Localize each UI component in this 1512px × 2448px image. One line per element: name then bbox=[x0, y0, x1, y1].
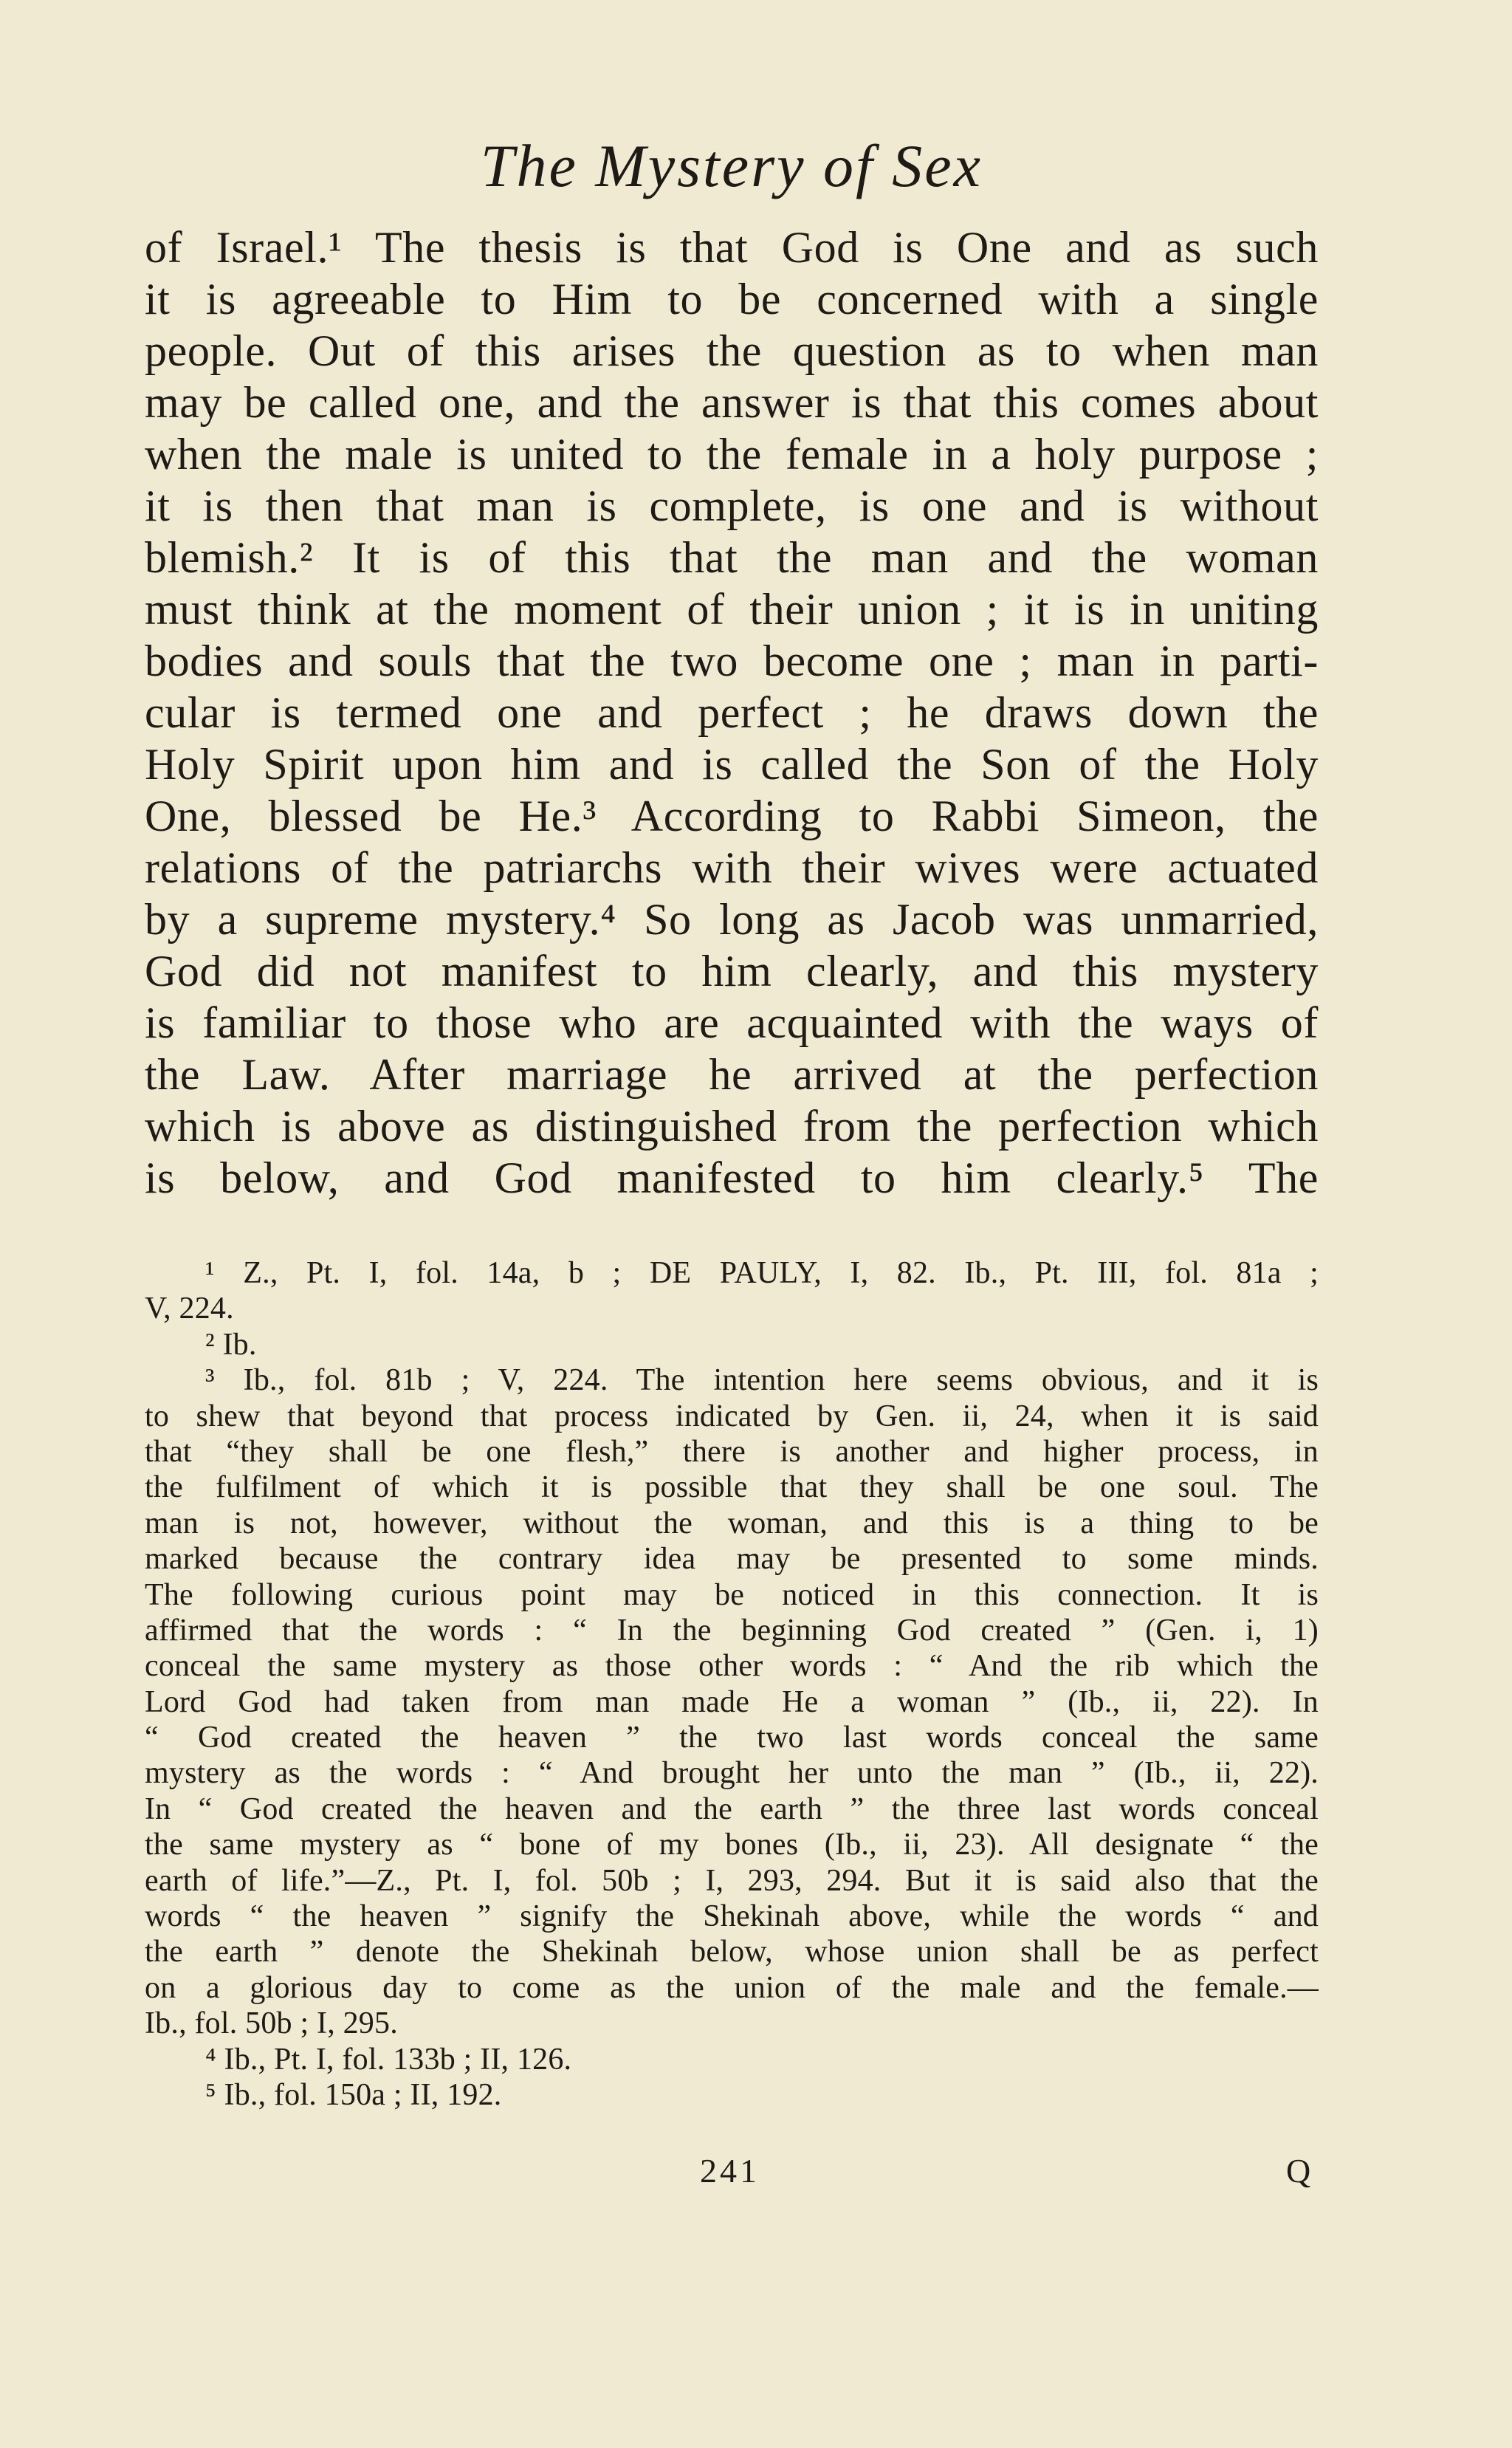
footnote-line: the earth ” denote the Shekinah below, whose union shall be as perfect bbox=[145, 1935, 1319, 1969]
footnote-line: to shew that beyond that process indicated by Gen. ii, 24, when it is said bbox=[145, 1399, 1319, 1433]
footnote-line: ¹ Z., Pt. I, fol. 14a, b ; DE PAULY, I, 82. Ib., Pt. III, fol. 81a ; bbox=[205, 1256, 1319, 1290]
body-line: is familiar to those who are acquainted with the ways of bbox=[145, 998, 1319, 1047]
footnote-line: the same mystery as “ bone of my bones (Ib., ii, 23). All designate “ the bbox=[145, 1828, 1319, 1862]
body-line: it is agreeable to Him to be concerned with a single bbox=[145, 275, 1319, 323]
body-line: One, blessed be He.³ According to Rabbi Simeon, the bbox=[145, 792, 1319, 840]
body-line: relations of the patriarchs with their wives were actuated bbox=[145, 843, 1319, 892]
running-head: The Mystery of Sex bbox=[480, 132, 983, 199]
body-line: may be called one, and the answer is that this comes about bbox=[145, 378, 1319, 427]
footnotes bbox=[145, 1255, 1319, 2113]
footnote-line: ² Ib. bbox=[205, 1327, 257, 1362]
footnote-line: In “ God created the heaven and the earth ” the three last words conceal bbox=[145, 1792, 1319, 1826]
body-line: of Israel.¹ The thesis is that God is One and as such bbox=[145, 223, 1319, 272]
footnote-line: conceal the same mystery as those other words : “ And the rib which the bbox=[145, 1649, 1319, 1684]
body-line: God did not manifest to him clearly, and this mystery bbox=[145, 947, 1319, 995]
body-line: must think at the moment of their union ; it is in uniting bbox=[145, 585, 1319, 634]
footnote-line: earth of life.”—Z., Pt. I, fol. 50b ; I, 293, 294. But it is said also that the bbox=[145, 1863, 1319, 1898]
signature-mark: Q bbox=[1286, 2152, 1311, 2190]
footnote-line: V, 224. bbox=[145, 1292, 234, 1326]
body-line: which is above as distinguished from the perfection which bbox=[145, 1102, 1319, 1151]
body-line: it is then that man is complete, is one and is without bbox=[145, 481, 1319, 530]
footnote-line: mystery as the words : “ And brought her unto the man ” (Ib., ii, 22). bbox=[145, 1756, 1319, 1791]
body-line: Holy Spirit upon him and is called the Son of the Holy bbox=[145, 740, 1319, 789]
body-line: people. Out of this arises the question as to when man bbox=[145, 326, 1319, 375]
body-line: the Law. After marriage he arrived at the perfection bbox=[145, 1050, 1319, 1099]
footnote-line: ⁴ Ib., Pt. I, fol. 133b ; II, 126. bbox=[205, 2042, 572, 2077]
footnote-line: marked because the contrary idea may be presented to some minds. bbox=[145, 1542, 1319, 1577]
footnote-line: Ib., fol. 50b ; I, 295. bbox=[145, 2006, 398, 2041]
footnote-line: affirmed that the words : “ In the beginning God created ” (Gen. i, 1) bbox=[145, 1613, 1319, 1648]
body-line: is below, and God manifested to him clearly.⁵ The bbox=[145, 1153, 1319, 1202]
body-text bbox=[145, 222, 1319, 1204]
footnote-line: the fulfilment of which it is possible that they shall be one soul. The bbox=[145, 1470, 1319, 1505]
body-line: cular is termed one and perfect ; he draws down the bbox=[145, 688, 1319, 737]
body-line: bodies and souls that the two become one ; man in parti- bbox=[145, 637, 1319, 685]
page-number: 241 bbox=[700, 2152, 760, 2190]
footnote-line: ³ Ib., fol. 81b ; V, 224. The intention here seems obvious, and it is bbox=[205, 1363, 1319, 1398]
footnote-line: on a glorious day to come as the union of the male and the female.— bbox=[145, 1970, 1319, 2005]
page-footer bbox=[145, 2145, 1319, 2197]
body-line: by a supreme mystery.⁴ So long as Jacob was unmarried, bbox=[145, 895, 1319, 944]
footnote-line: “ God created the heaven ” the two last words conceal the same bbox=[145, 1721, 1319, 1755]
footnote-line: man is not, however, without the woman, and this is a thing to be bbox=[145, 1506, 1319, 1540]
footnote-line: Lord God had taken from man made He a woman ” (Ib., ii, 22). In bbox=[145, 1684, 1319, 1719]
body-line: blemish.² It is of this that the man and the woman bbox=[145, 533, 1319, 582]
footnote-line: words “ the heaven ” signify the Shekinah above, while the words “ and bbox=[145, 1899, 1319, 1934]
footnote-line: ⁵ Ib., fol. 150a ; II, 192. bbox=[205, 2077, 502, 2112]
footnote-line: The following curious point may be noticed in this connection. It is bbox=[145, 1577, 1319, 1612]
footnote-line: that “they shall be one flesh,” there is another and higher process, in bbox=[145, 1434, 1319, 1469]
body-line: when the male is united to the female in a holy purpose ; bbox=[145, 430, 1319, 479]
